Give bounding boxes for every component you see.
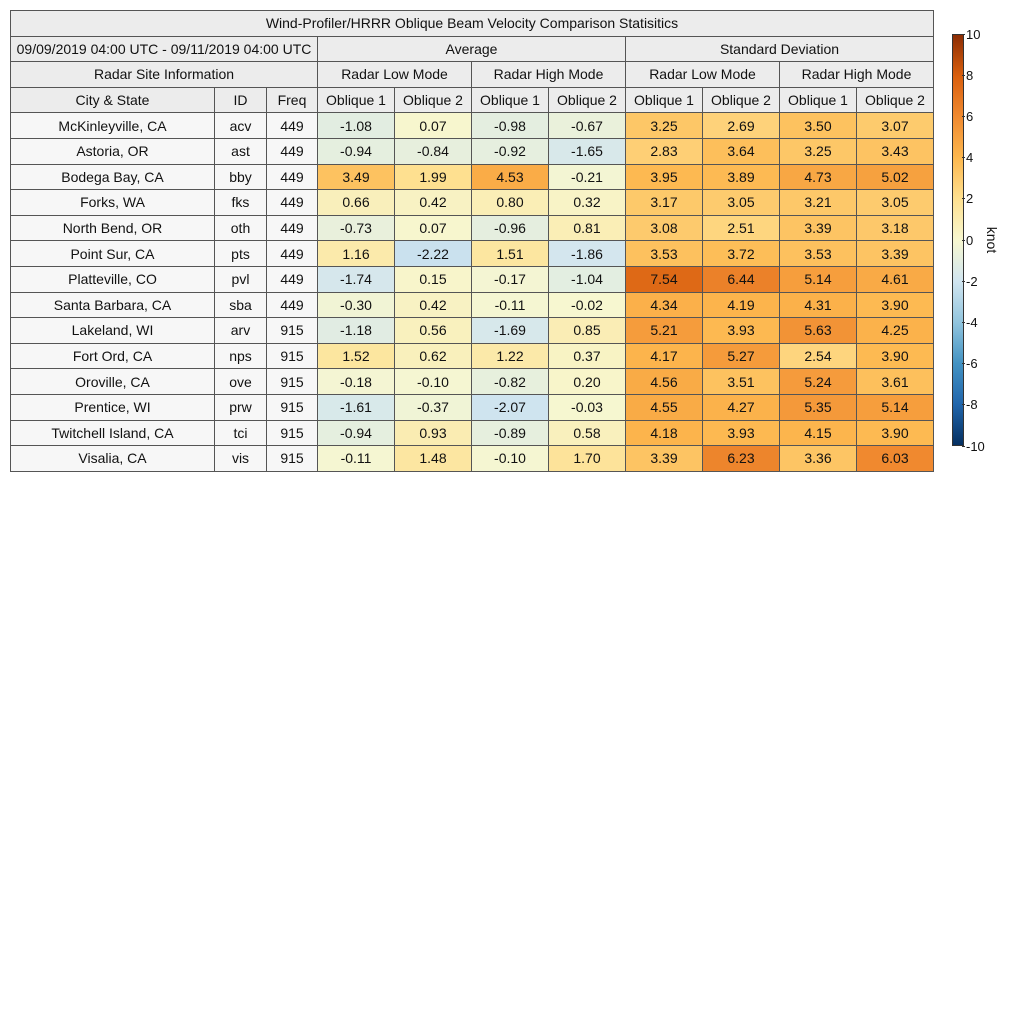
value-cell: -1.08: [318, 113, 395, 139]
value-cell: 3.93: [703, 420, 780, 446]
value-cell: -0.37: [395, 394, 472, 420]
table-row: [11, 138, 934, 164]
value-cell: 3.39: [626, 446, 703, 472]
site-id-cell: pts: [215, 241, 267, 267]
value-cell: 5.02: [857, 164, 934, 190]
column-header: Oblique 1: [318, 87, 395, 113]
group-header-average: Average: [318, 36, 626, 62]
value-cell: 3.64: [703, 138, 780, 164]
value-cell: -0.11: [472, 292, 549, 318]
site-id-cell: ast: [215, 138, 267, 164]
value-cell: 3.49: [318, 164, 395, 190]
value-cell: -0.03: [549, 394, 626, 420]
site-freq-cell: 449: [267, 241, 318, 267]
value-cell: 0.62: [395, 343, 472, 369]
value-cell: 0.42: [395, 292, 472, 318]
value-cell: 3.95: [626, 164, 703, 190]
site-id-cell: bby: [215, 164, 267, 190]
value-cell: 0.20: [549, 369, 626, 395]
site-city-cell: Oroville, CA: [11, 369, 215, 395]
value-cell: 2.69: [703, 113, 780, 139]
site-freq-cell: 915: [267, 369, 318, 395]
value-cell: 5.24: [780, 369, 857, 395]
value-cell: 1.16: [318, 241, 395, 267]
site-id-cell: sba: [215, 292, 267, 318]
value-cell: 0.56: [395, 318, 472, 344]
value-cell: 3.21: [780, 190, 857, 216]
value-cell: 0.15: [395, 266, 472, 292]
site-id-cell: nps: [215, 343, 267, 369]
value-cell: -0.30: [318, 292, 395, 318]
value-cell: 0.80: [472, 190, 549, 216]
colorbar-tick-label: 8: [966, 67, 974, 83]
value-cell: -0.92: [472, 138, 549, 164]
site-id-cell: oth: [215, 215, 267, 241]
colorbar-tick-label: 6: [966, 108, 974, 124]
site-freq-cell: 915: [267, 446, 318, 472]
value-cell: 4.56: [626, 369, 703, 395]
value-cell: 3.39: [857, 241, 934, 267]
site-freq-cell: 449: [267, 113, 318, 139]
value-cell: 0.32: [549, 190, 626, 216]
colorbar-tick-label: -4: [966, 314, 978, 330]
value-cell: -0.96: [472, 215, 549, 241]
value-cell: -0.84: [395, 138, 472, 164]
date-range: 09/09/2019 04:00 UTC - 09/11/2019 04:00 UTC: [11, 36, 318, 62]
value-cell: 4.34: [626, 292, 703, 318]
value-cell: -0.21: [549, 164, 626, 190]
table-row: [11, 446, 934, 472]
column-header: Oblique 2: [395, 87, 472, 113]
table-body: [11, 113, 934, 471]
site-city-cell: Bodega Bay, CA: [11, 164, 215, 190]
value-cell: -2.07: [472, 394, 549, 420]
value-cell: 5.63: [780, 318, 857, 344]
value-cell: 3.90: [857, 343, 934, 369]
site-city-cell: Visalia, CA: [11, 446, 215, 472]
value-cell: 3.36: [780, 446, 857, 472]
value-cell: 4.19: [703, 292, 780, 318]
value-cell: 1.22: [472, 343, 549, 369]
value-cell: -0.17: [472, 266, 549, 292]
site-id-cell: vis: [215, 446, 267, 472]
value-cell: 0.66: [318, 190, 395, 216]
site-freq-cell: 449: [267, 266, 318, 292]
value-cell: 4.27: [703, 394, 780, 420]
value-cell: -0.94: [318, 138, 395, 164]
value-cell: 5.27: [703, 343, 780, 369]
value-cell: 5.14: [857, 394, 934, 420]
value-cell: -2.22: [395, 241, 472, 267]
mode-header-avg-high: Radar High Mode: [472, 62, 626, 88]
site-id-cell: tci: [215, 420, 267, 446]
value-cell: 5.21: [626, 318, 703, 344]
value-cell: 4.73: [780, 164, 857, 190]
site-city-cell: Santa Barbara, CA: [11, 292, 215, 318]
value-cell: 1.51: [472, 241, 549, 267]
value-cell: -0.82: [472, 369, 549, 395]
value-cell: -0.10: [472, 446, 549, 472]
value-cell: 3.43: [857, 138, 934, 164]
column-header: Oblique 2: [857, 87, 934, 113]
value-cell: -1.69: [472, 318, 549, 344]
site-city-cell: Prentice, WI: [11, 394, 215, 420]
value-cell: 3.05: [857, 190, 934, 216]
mode-header-avg-low: Radar Low Mode: [318, 62, 472, 88]
table-row: [11, 190, 934, 216]
value-cell: 0.37: [549, 343, 626, 369]
value-cell: 4.53: [472, 164, 549, 190]
site-id-cell: arv: [215, 318, 267, 344]
value-cell: 3.90: [857, 292, 934, 318]
colorbar-tick-label: 4: [966, 150, 974, 166]
value-cell: 2.83: [626, 138, 703, 164]
site-freq-cell: 915: [267, 343, 318, 369]
site-freq-cell: 915: [267, 394, 318, 420]
value-cell: 4.25: [857, 318, 934, 344]
value-cell: 5.35: [780, 394, 857, 420]
site-freq-cell: 449: [267, 190, 318, 216]
site-id-cell: ove: [215, 369, 267, 395]
column-header: Freq: [267, 87, 318, 113]
site-id-cell: acv: [215, 113, 267, 139]
value-cell: 3.25: [780, 138, 857, 164]
site-id-cell: pvl: [215, 266, 267, 292]
column-header: Oblique 2: [549, 87, 626, 113]
colorbar-tick-label: 10: [966, 26, 981, 42]
colorbar-tick-label: -10: [966, 438, 985, 454]
value-cell: 0.07: [395, 215, 472, 241]
mode-header-std-low: Radar Low Mode: [626, 62, 780, 88]
value-cell: 3.89: [703, 164, 780, 190]
value-cell: 2.54: [780, 343, 857, 369]
site-freq-cell: 449: [267, 215, 318, 241]
table-row: [11, 266, 934, 292]
table-row: [11, 164, 934, 190]
column-header: Oblique 1: [472, 87, 549, 113]
site-freq-cell: 915: [267, 420, 318, 446]
site-city-cell: Astoria, OR: [11, 138, 215, 164]
value-cell: 3.18: [857, 215, 934, 241]
value-cell: -1.65: [549, 138, 626, 164]
value-cell: -0.10: [395, 369, 472, 395]
value-cell: 3.53: [626, 241, 703, 267]
value-cell: 7.54: [626, 266, 703, 292]
site-city-cell: North Bend, OR: [11, 215, 215, 241]
value-cell: 1.70: [549, 446, 626, 472]
value-cell: -1.86: [549, 241, 626, 267]
value-cell: 3.51: [703, 369, 780, 395]
table-row: [11, 241, 934, 267]
value-cell: 4.31: [780, 292, 857, 318]
column-header: Oblique 2: [703, 87, 780, 113]
site-city-cell: Forks, WA: [11, 190, 215, 216]
value-cell: -0.02: [549, 292, 626, 318]
colorbar-tick-label: 0: [966, 232, 974, 248]
value-cell: -0.98: [472, 113, 549, 139]
mode-header-std-high: Radar High Mode: [780, 62, 934, 88]
value-cell: 4.15: [780, 420, 857, 446]
site-freq-cell: 449: [267, 138, 318, 164]
value-cell: -1.04: [549, 266, 626, 292]
value-cell: -0.89: [472, 420, 549, 446]
value-cell: -1.61: [318, 394, 395, 420]
colorbar-tick-label: -8: [966, 397, 978, 413]
value-cell: 3.08: [626, 215, 703, 241]
colorbar-label: knot: [984, 226, 1000, 254]
group-header-std-dev: Standard Deviation: [626, 36, 934, 62]
site-info-header: Radar Site Information: [11, 62, 318, 88]
comparison-statistics-table: [10, 10, 934, 472]
value-cell: 4.55: [626, 394, 703, 420]
value-cell: 5.14: [780, 266, 857, 292]
value-cell: 3.07: [857, 113, 934, 139]
value-cell: 3.50: [780, 113, 857, 139]
site-freq-cell: 449: [267, 292, 318, 318]
value-cell: 6.23: [703, 446, 780, 472]
value-cell: 4.18: [626, 420, 703, 446]
value-cell: 0.42: [395, 190, 472, 216]
table-row: [11, 113, 934, 139]
site-city-cell: Point Sur, CA: [11, 241, 215, 267]
value-cell: 3.53: [780, 241, 857, 267]
table-row: [11, 343, 934, 369]
value-cell: 3.25: [626, 113, 703, 139]
site-city-cell: Twitchell Island, CA: [11, 420, 215, 446]
value-cell: -0.18: [318, 369, 395, 395]
table-row: [11, 215, 934, 241]
value-cell: 3.17: [626, 190, 703, 216]
value-cell: 4.61: [857, 266, 934, 292]
value-cell: 3.90: [857, 420, 934, 446]
site-freq-cell: 915: [267, 318, 318, 344]
site-id-cell: prw: [215, 394, 267, 420]
value-cell: 3.72: [703, 241, 780, 267]
site-id-cell: fks: [215, 190, 267, 216]
site-freq-cell: 449: [267, 164, 318, 190]
site-city-cell: McKinleyville, CA: [11, 113, 215, 139]
value-cell: 0.58: [549, 420, 626, 446]
table-title: Wind-Profiler/HRRR Oblique Beam Velocity Comparison Statisitics: [11, 11, 934, 37]
table-row: [11, 394, 934, 420]
site-city-cell: Fort Ord, CA: [11, 343, 215, 369]
column-header-row: [11, 87, 934, 113]
column-header: City & State: [11, 87, 215, 113]
value-cell: -0.73: [318, 215, 395, 241]
value-cell: 3.61: [857, 369, 934, 395]
colorbar-tick-label: -6: [966, 356, 978, 372]
column-header: Oblique 1: [626, 87, 703, 113]
value-cell: -0.67: [549, 113, 626, 139]
value-cell: -0.11: [318, 446, 395, 472]
value-cell: 4.17: [626, 343, 703, 369]
value-cell: 6.03: [857, 446, 934, 472]
value-cell: 1.99: [395, 164, 472, 190]
value-cell: 3.05: [703, 190, 780, 216]
column-header: ID: [215, 87, 267, 113]
column-header: Oblique 1: [780, 87, 857, 113]
value-cell: -0.94: [318, 420, 395, 446]
value-cell: 1.48: [395, 446, 472, 472]
site-city-cell: Lakeland, WI: [11, 318, 215, 344]
value-cell: -1.18: [318, 318, 395, 344]
value-cell: 0.81: [549, 215, 626, 241]
table-row: [11, 369, 934, 395]
table-row: [11, 292, 934, 318]
table-row: [11, 318, 934, 344]
value-cell: 6.44: [703, 266, 780, 292]
value-cell: 0.93: [395, 420, 472, 446]
value-cell: 0.07: [395, 113, 472, 139]
value-cell: -1.74: [318, 266, 395, 292]
site-city-cell: Platteville, CO: [11, 266, 215, 292]
table-row: [11, 420, 934, 446]
value-cell: 3.39: [780, 215, 857, 241]
colorbar-tick-label: 2: [966, 191, 974, 207]
value-cell: 2.51: [703, 215, 780, 241]
colorbar-tick-label: -2: [966, 273, 978, 289]
value-cell: 3.93: [703, 318, 780, 344]
value-cell: 1.52: [318, 343, 395, 369]
value-cell: 0.85: [549, 318, 626, 344]
